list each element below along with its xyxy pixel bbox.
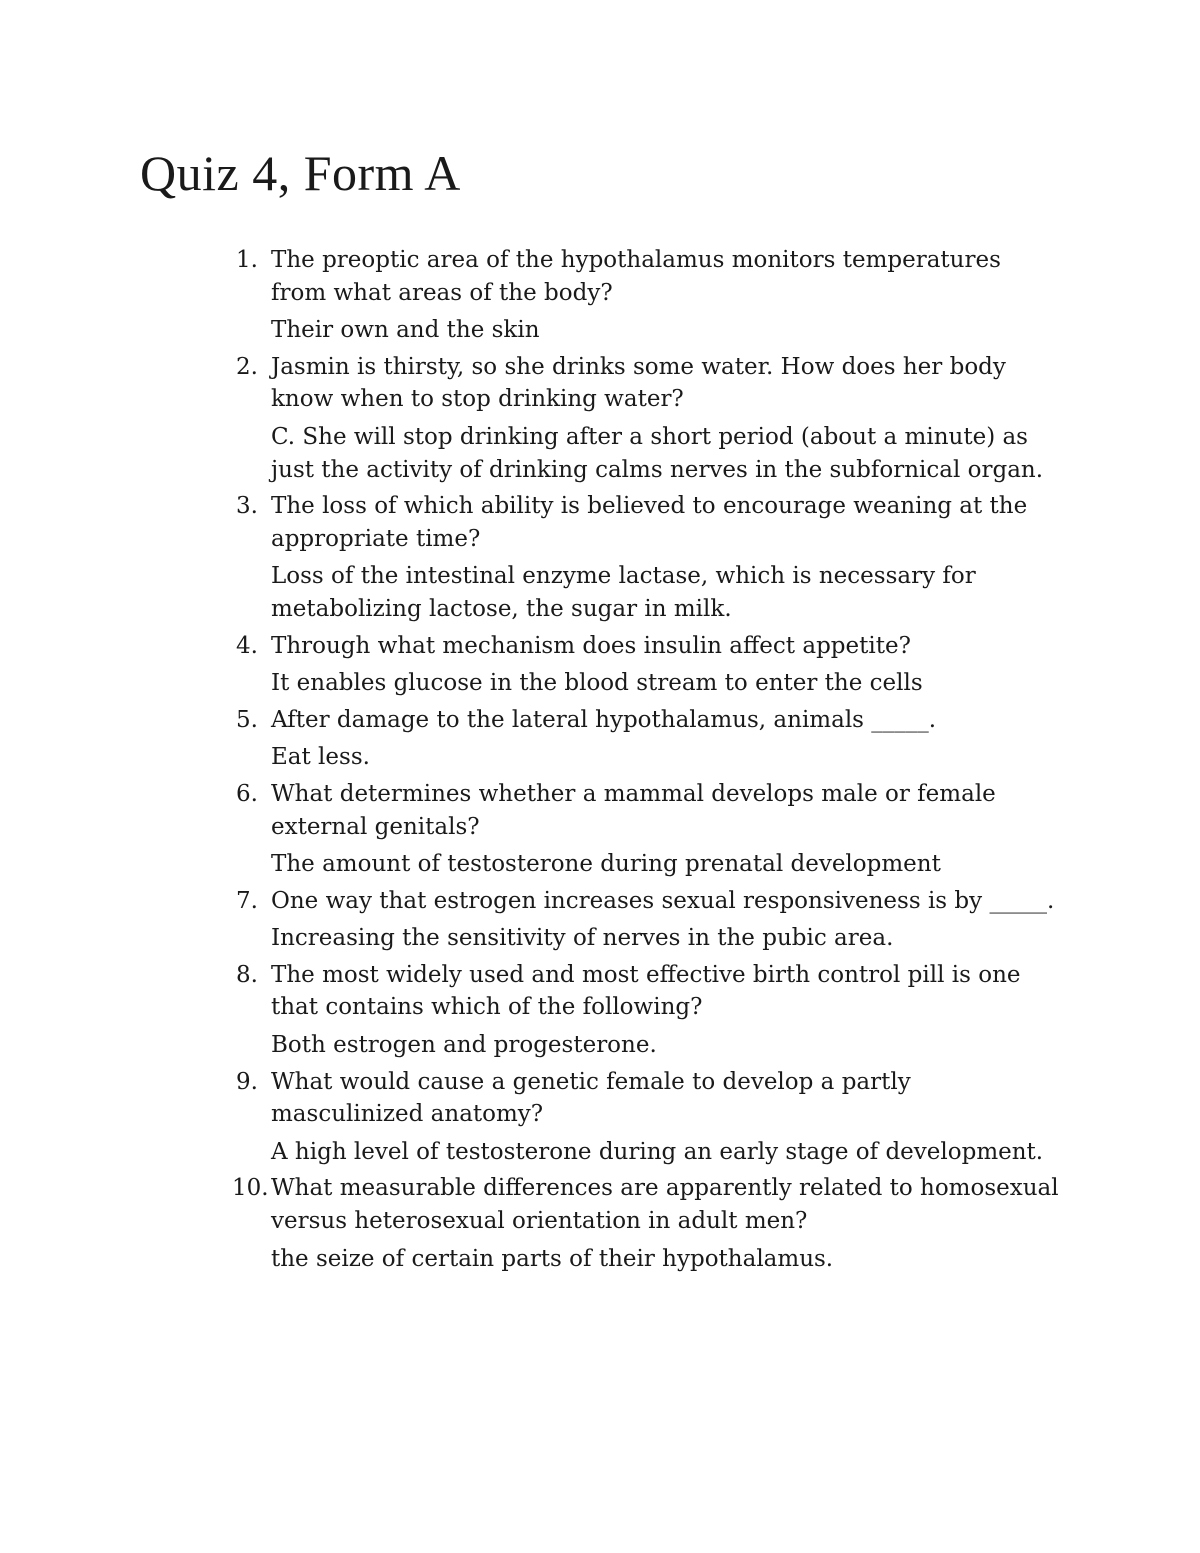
question-number: 3. bbox=[236, 493, 258, 520]
question-item bbox=[0, 704, 1061, 774]
answer-text: Their own and the skin bbox=[271, 317, 540, 344]
question-text: The most widely used and most effective birth control pill is one that contains which of the following? bbox=[271, 961, 1021, 1021]
question-item bbox=[0, 630, 1061, 700]
question-number: 8. bbox=[236, 961, 258, 988]
question-text: Through what mechanism does insulin affect appetite? bbox=[271, 632, 911, 659]
question-number: 9. bbox=[236, 1068, 258, 1095]
answer-text: Loss of the intestinal enzyme lactase, which is necessary for metabolizing lactose, the sugar in milk. bbox=[271, 563, 976, 622]
question-text: The preoptic area of the hypothalamus monitors temperatures from what areas of the body? bbox=[271, 247, 1001, 306]
question-number: 6. bbox=[236, 780, 258, 807]
answer-text: C. She will stop drinking after a short period (about a minute) as just the activity of drinking calms nerves in the subfornical organ. bbox=[271, 423, 1044, 483]
question-number: 7. bbox=[236, 887, 258, 914]
question-number: 4. bbox=[236, 632, 258, 659]
question-list bbox=[0, 244, 1200, 1279]
question-item bbox=[0, 885, 1061, 955]
question-text: One way that estrogen increases sexual responsiveness is by _____. bbox=[271, 887, 1055, 914]
question-item bbox=[0, 244, 1061, 347]
question-text: Jasmin is thirsty, so she drinks some water. How does her body know when to stop drinking water? bbox=[271, 353, 1006, 413]
answer-text: Increasing the sensitivity of nerves in the pubic area. bbox=[271, 925, 894, 952]
question-text: What determines whether a mammal develops male or female external genitals? bbox=[271, 780, 996, 840]
question-text: What measurable differences are apparently related to homosexual versus heterosexual orientation in adult men? bbox=[271, 1175, 1059, 1235]
answer-text: It enables glucose in the blood stream to enter the cells bbox=[271, 670, 923, 697]
question-item bbox=[0, 778, 1061, 881]
question-text: The loss of which ability is believed to encourage weaning at the appropriate time? bbox=[271, 493, 1028, 552]
question-text: What would cause a genetic female to develop a partly masculinized anatomy? bbox=[271, 1068, 911, 1128]
page-title: Quiz 4, Form A bbox=[140, 145, 461, 201]
question-number: 10. bbox=[232, 1175, 269, 1202]
question-item bbox=[0, 1066, 1061, 1169]
question-text: After damage to the lateral hypothalamus, animals _____. bbox=[271, 706, 937, 733]
question-number: 2. bbox=[236, 353, 258, 380]
question-number: 1. bbox=[236, 247, 258, 273]
question-item bbox=[0, 490, 1061, 625]
answer-text: The amount of testosterone during prenatal development bbox=[271, 851, 941, 878]
question-item bbox=[0, 959, 1061, 1062]
question-item bbox=[0, 1172, 1061, 1275]
answer-text: the seize of certain parts of their hypothalamus. bbox=[271, 1245, 834, 1272]
answer-text: Both estrogen and progesterone. bbox=[271, 1032, 657, 1059]
answer-text: Eat less. bbox=[271, 744, 370, 771]
question-item bbox=[0, 351, 1061, 486]
answer-text: A high level of testosterone during an early stage of development. bbox=[271, 1138, 1044, 1165]
question-number: 5. bbox=[236, 706, 258, 733]
